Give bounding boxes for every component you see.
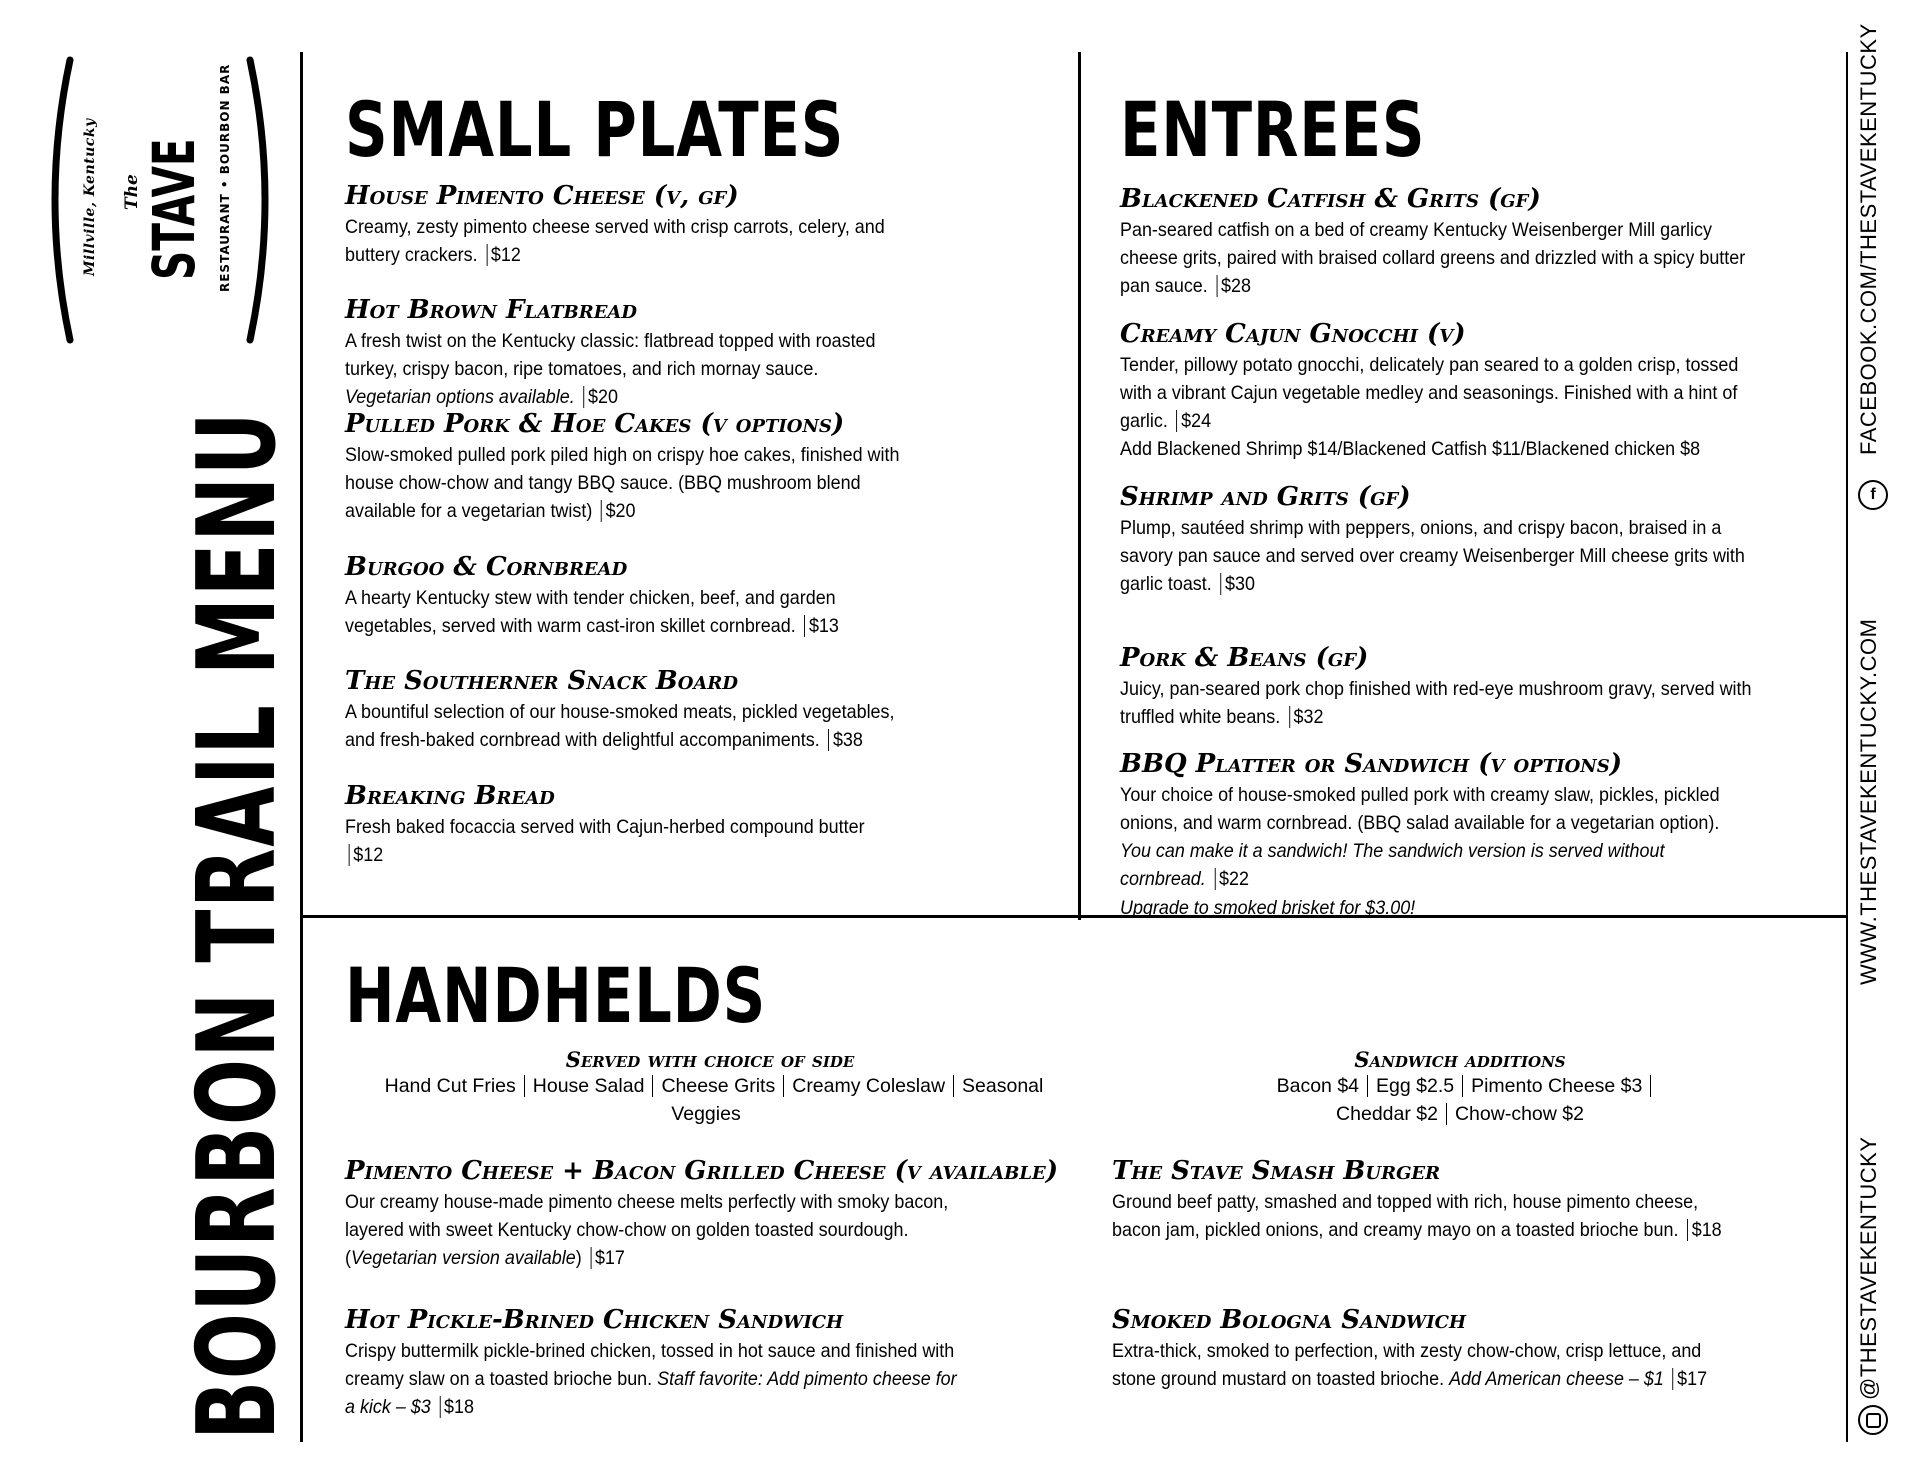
sides-block xyxy=(345,1047,1075,1129)
additions-row: Bacon $4 Egg $2.5 Pimento Cheese $3 xyxy=(1240,1072,1680,1100)
item-name: BBQ Platter or Sandwich (v options) xyxy=(1120,749,1623,779)
side-option: Seasonal Veggies xyxy=(671,1075,1044,1126)
item-name: Shrimp and Grits (gf) xyxy=(1120,482,1411,512)
item-name: The Southerner Snack Board xyxy=(345,666,738,696)
logo-the: The xyxy=(122,174,142,210)
item-name: Burgoo & Cornbread xyxy=(345,552,628,582)
item-price: $17 xyxy=(590,1247,625,1269)
item-name: House Pimento Cheese (v, gf) xyxy=(345,181,739,211)
additions-block xyxy=(1240,1047,1680,1129)
item-name: Pork & Beans (gf) xyxy=(1120,643,1369,673)
item-price: $18 xyxy=(1687,1219,1722,1241)
instagram-icon[interactable] xyxy=(1858,1405,1888,1435)
side-option: Hand Cut Fries xyxy=(377,1075,525,1097)
menu-item xyxy=(345,553,905,640)
menu-item xyxy=(345,1305,957,1421)
item-desc: A fresh twist on the Kentucky classic: flatbread topped with roasted turkey, crispy bacon, ripe tomatoes, and rich mornay sauce. Vegetarian options available. $20 xyxy=(345,329,876,409)
item-desc: Creamy, zesty pimento cheese served with crisp carrots, celery, and buttery crackers. $12 xyxy=(345,215,885,266)
item-desc: Crispy buttermilk pickle-brined chicken, tossed in hot sauce and finished with creamy slaw on a toasted brioche bun. Staff favorite: Add pimento cheese for a kick – $3 $18 xyxy=(345,1339,957,1419)
website-link[interactable]: WWW.THESTAVEKENTUCKY.COM xyxy=(1856,618,1881,985)
handhelds-title: HANDHELDS xyxy=(345,951,767,1040)
small-plates-title: SMALL PLATES xyxy=(345,85,845,174)
item-name: Creamy Cajun Gnocchi (v) xyxy=(1120,319,1466,349)
menu-item xyxy=(1112,1305,1708,1393)
menu-item xyxy=(1120,749,1720,922)
item-name: Hot Pickle-Brined Chicken Sandwich xyxy=(345,1305,844,1335)
additions-caption: Sandwich additions xyxy=(1354,1047,1566,1072)
item-desc: A hearty Kentucky stew with tender chicken, beef, and garden vegetables, served with warm cast-iron skillet cornbread. $13 xyxy=(345,586,839,637)
item-price: $12 xyxy=(486,244,521,266)
menu-title: BOURBON TRAIL MENU xyxy=(175,410,300,1440)
item-desc: Fresh baked focaccia served with Cajun-herbed compound butter $12 xyxy=(345,815,865,866)
facebook-icon[interactable]: f xyxy=(1858,480,1888,510)
item-name: Hot Brown Flatbread xyxy=(345,295,637,325)
side-option: Cheese Grits xyxy=(653,1075,784,1097)
item-price: $28 xyxy=(1216,275,1251,297)
item-name: Pimento Cheese + Bacon Grilled Cheese (v available) xyxy=(345,1156,1059,1186)
menu-item xyxy=(345,782,905,869)
item-name: Breaking Bread xyxy=(345,781,555,811)
item-price: $30 xyxy=(1220,573,1255,595)
menu-item xyxy=(1120,319,1739,464)
item-name: Pulled Pork & Hoe Cakes (v options) xyxy=(345,409,845,439)
menu-item xyxy=(345,182,905,269)
item-desc: Ground beef patty, smashed and topped with rich, house pimento cheese, bacon jam, pickled onions, and creamy mayo on a toasted brioche bun. $18 xyxy=(1112,1190,1722,1241)
menu-item xyxy=(1112,1156,1722,1244)
instagram-link[interactable]: @THESTAVEKENTUCKY xyxy=(1856,1136,1881,1400)
menu-item xyxy=(345,296,905,411)
menu-item xyxy=(345,1156,1059,1272)
item-name: Blackened Catfish & Grits (gf) xyxy=(1120,184,1541,214)
item-desc: Plump, sautéed shrimp with peppers, onions, and crispy bacon, braised in a savory pan sauce and served over creamy Weisenberger Mill cheese grits with garlic toast. $30 xyxy=(1120,516,1745,596)
item-desc: Extra-thick, smoked to perfection, with zesty chow-chow, crisp lettuce, and stone ground mustard on toasted brioche. Add American cheese – $1 $17 xyxy=(1112,1339,1708,1390)
item-price: $22 xyxy=(1214,868,1249,890)
item-desc: Your choice of house-smoked pulled pork with creamy slaw, pickles, pickled onions, and warm cornbread. (BBQ salad available for a vegetarian option). You can make it a sandwich! The sandwich version is served without cornbread. $22 Upgrade to smoked brisket for $3.00! xyxy=(1120,783,1720,919)
item-price: $13 xyxy=(804,615,839,637)
item-price: $38 xyxy=(828,729,863,751)
item-desc: Pan-seared catfish on a bed of creamy Kentucky Weisenberger Mill garlicy cheese grits, paired with braised collard greens and drizzled with a spicy butter pan sauce. $28 xyxy=(1120,218,1746,298)
menu-item xyxy=(345,410,905,525)
sides-caption: Served with choice of side xyxy=(565,1047,855,1072)
side-option: House Salad xyxy=(525,1075,654,1097)
menu-item xyxy=(1120,643,1752,731)
item-price: $17 xyxy=(1673,1368,1708,1390)
right-divider xyxy=(1846,52,1848,1442)
item-price: $20 xyxy=(583,386,618,408)
item-desc: Tender, pillowy potato gnocchi, delicately pan seared to a golden crisp, tossed with a vibrant Cajun vegetable medley and seasonings. Finished with a hint of garlic. $24 Add Blackened Shrimp $14/Blackened Catfish $11/Blackened chicken $8 xyxy=(1120,353,1739,461)
left-divider xyxy=(300,52,303,1442)
item-extra: Add Blackened Shrimp $14/Blackened Catfish $11/Blackened chicken $8 xyxy=(1120,438,1701,461)
menu-item xyxy=(345,667,905,754)
item-desc: Slow-smoked pulled pork piled high on crispy hoe cakes, finished with house chow-chow and tangy BBQ sauce. (BBQ mushroom blend available for a vegetarian twist) $20 xyxy=(345,443,900,523)
center-divider xyxy=(1078,52,1081,920)
menu-item xyxy=(1120,184,1746,300)
item-price: $18 xyxy=(439,1396,474,1418)
entrees-title: ENTREES xyxy=(1120,85,1426,174)
item-desc: Juicy, pan-seared pork chop finished with red-eye mushroom gravy, served with truffled white beans. $32 xyxy=(1120,677,1752,728)
facebook-link[interactable]: FACEBOOK.COM/THESTAVEKENTUCKY xyxy=(1856,23,1881,455)
sides-list xyxy=(345,1072,1075,1129)
item-price: $24 xyxy=(1177,410,1212,432)
menu-item xyxy=(1120,482,1745,598)
item-desc: A bountiful selection of our house-smoked meats, pickled vegetables, and fresh-baked cornbread with delightful accompaniments. $38 xyxy=(345,700,895,751)
item-price: $20 xyxy=(601,500,636,522)
item-desc: Our creamy house-made pimento cheese melts perfectly with smoky bacon, layered with sweet Kentucky chow-chow on golden toasted sourdough. (Vegetarian version available) $17 xyxy=(345,1190,949,1270)
logo-tagline: RESTAURANT • BOURBON BAR xyxy=(218,63,232,292)
item-price: $32 xyxy=(1289,706,1324,728)
item-price: $12 xyxy=(349,844,384,866)
side-option: Creamy Coleslaw xyxy=(784,1075,954,1097)
logo-city: Millville, Kentucky xyxy=(82,118,98,276)
item-name: The Stave Smash Burger xyxy=(1112,1156,1441,1186)
item-name: Smoked Bologna Sandwich xyxy=(1112,1305,1467,1335)
additions-row: Cheddar $2 Chow-chow $2 xyxy=(1240,1100,1680,1128)
logo-name: STAVE xyxy=(140,138,208,280)
